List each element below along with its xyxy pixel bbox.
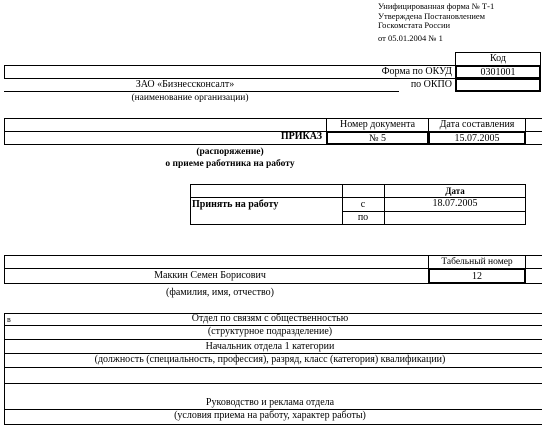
position: Начальник отдела 1 категории xyxy=(205,341,335,352)
order-number: № 5 xyxy=(326,131,429,145)
form-header-line4: от 05.01.2004 № 1 xyxy=(378,32,443,43)
okud-label: Форма по ОКУД xyxy=(381,66,452,77)
hire-from-label: с xyxy=(360,199,366,210)
employee-name: Маккин Семен Борисович xyxy=(154,270,266,281)
hire-date-header: Дата xyxy=(384,184,526,198)
okud-value: 0301001 xyxy=(455,65,541,79)
details-prefix: в xyxy=(7,315,11,324)
caption-line-1 xyxy=(4,339,542,340)
okpo-label: по ОКПО xyxy=(410,79,452,90)
tab-number: 12 xyxy=(428,268,526,284)
employee-caption: (фамилия, имя, отчество) xyxy=(166,287,274,298)
doc-number-header: Номер документа xyxy=(326,118,429,132)
form-header xyxy=(378,2,494,43)
okpo-value xyxy=(455,78,541,92)
conditions: Руководство и реклама отдела xyxy=(205,397,335,408)
caption-line-2 xyxy=(4,367,542,368)
doc-date-header: Дата составления xyxy=(428,118,526,132)
order-subtitle: (распоряжение) xyxy=(196,147,264,157)
form-header-line3: Госкомстата России xyxy=(378,20,451,30)
order-date: 15.07.2005 xyxy=(428,131,526,145)
department-caption: (структурное подразделение) xyxy=(207,326,333,337)
kod-header: Код xyxy=(455,52,541,66)
organization-caption: (наименование организации) xyxy=(131,93,249,103)
tab-number-header: Табельный номер xyxy=(428,255,526,269)
form-header-line1: Унифицированная форма № Т-1 xyxy=(378,1,495,11)
form-header-line2: Утверждена Постановлением xyxy=(378,10,486,21)
hire-label: Принять на работу xyxy=(192,199,279,210)
organization-underline xyxy=(4,91,399,92)
hire-to-label: по xyxy=(357,212,369,223)
order-title: ПРИКАЗ xyxy=(280,131,322,142)
organization-name: ЗАО «Бизнессконсалт» xyxy=(135,79,235,90)
conditions-caption: (условия приема на работу, характер работы) xyxy=(174,410,366,421)
hire-top-frame xyxy=(190,184,385,198)
blank-line xyxy=(4,383,542,384)
hire-from-date: 18.07.2005 xyxy=(432,198,478,209)
order-subject: о приеме работника на работу xyxy=(165,159,295,169)
position-caption: (должность (специальность, профессия), разряд, класс (категория) квалификации) xyxy=(94,354,446,365)
department: Отдел по связям с общественностью xyxy=(191,313,349,324)
